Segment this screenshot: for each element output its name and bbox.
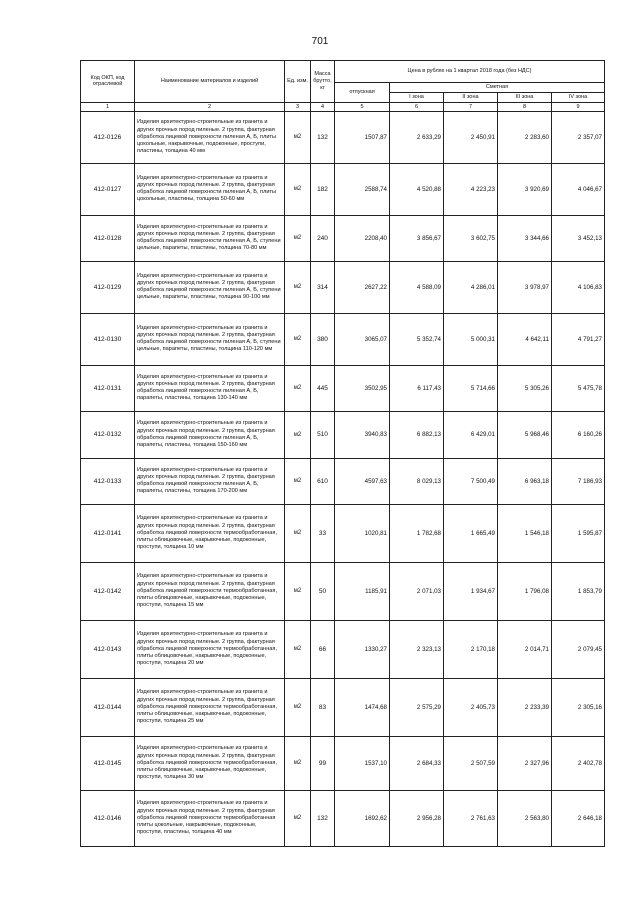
row-mass: 83 [311, 678, 335, 736]
row-zone-2-price: 2 761,63 [444, 790, 498, 846]
price-table [80, 60, 605, 847]
row-zone-2-price: 2 170,18 [444, 620, 498, 678]
table-row [81, 111, 605, 163]
row-name: Изделия архитектурно-строительные из гранита и других прочных пород пиленые. 2 группа, фактурная обработка лицевой поверхности пиленая А, Б, плиты цокольные, пластины, толщина 50-60 мм [135, 163, 285, 215]
row-zone-2-price: 4 223,23 [444, 163, 498, 215]
row-zone-3-price: 3 344,66 [498, 215, 552, 261]
row-mass: 510 [311, 411, 335, 458]
row-release-price: 1692,62 [335, 790, 390, 846]
row-unit: м2 [285, 261, 311, 313]
row-zone-1-price: 2 575,29 [390, 678, 444, 736]
row-zone-2-price: 1 665,49 [444, 504, 498, 562]
row-mass: 314 [311, 261, 335, 313]
row-zone-1-price: 6 117,43 [390, 365, 444, 411]
row-code: 412-0132 [81, 411, 135, 458]
header-release: отпускная [335, 83, 390, 103]
row-code: 412-0145 [81, 736, 135, 790]
row-zone-4-price: 2 079,45 [552, 620, 605, 678]
row-unit: м2 [285, 313, 311, 365]
row-mass: 33 [311, 504, 335, 562]
row-mass: 610 [311, 458, 335, 504]
row-name: Изделия архитектурно-строительные из гранита и других прочных пород пиленые. 2 группа, фактурная обработка лицевой поверхности термообработанная, плиты облицовочные, накрывочные, подоконные, проступи, толщина 25 мм [135, 678, 285, 736]
col-number: 1 [81, 102, 135, 111]
row-zone-4-price: 2 646,18 [552, 790, 605, 846]
row-zone-2-price: 3 602,75 [444, 215, 498, 261]
row-mass: 182 [311, 163, 335, 215]
row-mass: 99 [311, 736, 335, 790]
row-name: Изделия архитектурно-строительные из гранита и других прочных пород пиленые. 2 группа, фактурная обработка лицевой поверхности пиленая А, Б, ступени цельные, парапеты, пластины, толщина 90-100 мм [135, 261, 285, 313]
row-release-price: 3502,95 [335, 365, 390, 411]
row-unit: м2 [285, 504, 311, 562]
row-zone-4-price: 2 402,78 [552, 736, 605, 790]
table-row [81, 261, 605, 313]
row-release-price: 2208,40 [335, 215, 390, 261]
row-unit: м2 [285, 562, 311, 620]
row-zone-3-price: 2 283,60 [498, 111, 552, 163]
col-number: 3 [285, 102, 311, 111]
row-zone-1-price: 1 782,68 [390, 504, 444, 562]
row-zone-4-price: 4 106,83 [552, 261, 605, 313]
row-zone-3-price: 5 305,26 [498, 365, 552, 411]
row-zone-1-price: 3 856,67 [390, 215, 444, 261]
row-zone-3-price: 4 642,11 [498, 313, 552, 365]
row-release-price: 4597,63 [335, 458, 390, 504]
row-zone-3-price: 5 968,46 [498, 411, 552, 458]
row-code: 412-0129 [81, 261, 135, 313]
row-release-price: 1474,68 [335, 678, 390, 736]
header-unit: Ед. изм. [285, 61, 311, 103]
row-release-price: 1330,27 [335, 620, 390, 678]
row-code: 412-0146 [81, 790, 135, 846]
row-name: Изделия архитектурно-строительные из гранита и других прочных пород пиленые. 2 группа, фактурная обработка лицевой поверхности термообработанная, плиты облицовочные, накрывочные, подоконные, проступи, толщина 30 мм [135, 736, 285, 790]
row-zone-1-price: 5 352,74 [390, 313, 444, 365]
row-zone-4-price: 2 305,16 [552, 678, 605, 736]
row-mass: 445 [311, 365, 335, 411]
row-zone-3-price: 2 327,96 [498, 736, 552, 790]
table-row [81, 790, 605, 846]
row-name: Изделия архитектурно-строительные из гранита и других прочных пород пиленые. 2 группа, фактурная обработка лицевой поверхности термообработанная, плиты облицовочные, накрывочные, подоконные, проступи, толщина 15 мм [135, 562, 285, 620]
row-zone-1-price: 4 520,88 [390, 163, 444, 215]
row-name: Изделия архитектурно-строительные из гранита и других прочных пород пиленые. 2 группа, фактурная обработка лицевой поверхности термообработанная, плиты облицовочные, накрывочные, подоконные, проступи, толщина 20 мм [135, 620, 285, 678]
row-zone-1-price: 2 323,13 [390, 620, 444, 678]
row-zone-2-price: 2 507,59 [444, 736, 498, 790]
row-zone-3-price: 2 233,39 [498, 678, 552, 736]
table-row [81, 215, 605, 261]
table-body [81, 111, 605, 846]
row-code: 412-0126 [81, 111, 135, 163]
row-code: 412-0141 [81, 504, 135, 562]
col-number: 8 [498, 102, 552, 111]
row-name: Изделия архитектурно-строительные из гранита и других прочных пород пиленые. 2 группа, фактурная обработка лицевой поверхности пиленая А, Б, ступени цельные, парапеты, пластины, толщина 110-120 мм [135, 313, 285, 365]
table-row [81, 163, 605, 215]
col-number: 7 [444, 102, 498, 111]
row-zone-4-price: 4 791,27 [552, 313, 605, 365]
row-zone-4-price: 3 452,13 [552, 215, 605, 261]
row-name: Изделия архитектурно-строительные из гранита и других прочных пород пиленые. 2 группа, фактурная обработка лицевой поверхности термообработанная, плиты облицовочные, накрывочные, подоконные, проступи, толщина 10 мм [135, 504, 285, 562]
row-code: 412-0144 [81, 678, 135, 736]
row-mass: 50 [311, 562, 335, 620]
row-unit: м2 [285, 620, 311, 678]
row-release-price: 3065,07 [335, 313, 390, 365]
row-zone-1-price: 2 071,03 [390, 562, 444, 620]
table-row [81, 562, 605, 620]
row-zone-2-price: 2 405,73 [444, 678, 498, 736]
row-zone-2-price: 5 000,31 [444, 313, 498, 365]
page-number: 701 [311, 36, 329, 47]
row-zone-1-price: 2 956,28 [390, 790, 444, 846]
col-number: 5 [335, 102, 390, 111]
row-code: 412-0143 [81, 620, 135, 678]
row-zone-3-price: 3 920,69 [498, 163, 552, 215]
table-row [81, 678, 605, 736]
table-row [81, 504, 605, 562]
header-price-group: Цена в рублях на 1 квартал 2018 года (без НДС) [335, 61, 605, 83]
row-zone-3-price: 3 978,97 [498, 261, 552, 313]
table-row [81, 620, 605, 678]
table-row [81, 313, 605, 365]
row-mass: 66 [311, 620, 335, 678]
row-unit: м2 [285, 163, 311, 215]
row-zone-4-price: 6 160,26 [552, 411, 605, 458]
table-row [81, 411, 605, 458]
row-mass: 132 [311, 790, 335, 846]
row-unit: м2 [285, 215, 311, 261]
row-release-price: 1537,10 [335, 736, 390, 790]
row-release-price: 2588,74 [335, 163, 390, 215]
row-release-price: 3940,83 [335, 411, 390, 458]
col-number: 2 [135, 102, 285, 111]
row-zone-1-price: 4 588,09 [390, 261, 444, 313]
row-zone-4-price: 1 853,79 [552, 562, 605, 620]
header-code: Код ОКП, код отраслевой [81, 61, 135, 103]
row-code: 412-0131 [81, 365, 135, 411]
row-zone-2-price: 7 500,49 [444, 458, 498, 504]
row-name: Изделия архитектурно-строительные из гранита и других прочных пород пиленые. 2 группа, фактурная обработка лицевой поверхности пиленая А, Б, парапеты, пластины, толщина 150-160 мм [135, 411, 285, 458]
table-row [81, 458, 605, 504]
row-code: 412-0127 [81, 163, 135, 215]
header-zone-3: III зона [498, 92, 552, 102]
row-code: 412-0133 [81, 458, 135, 504]
row-zone-4-price: 2 357,07 [552, 111, 605, 163]
row-zone-2-price: 4 286,01 [444, 261, 498, 313]
col-number: 9 [552, 102, 605, 111]
header-zone-1: I зона [390, 92, 444, 102]
row-name: Изделия архитектурно-строительные из гранита и других прочных пород пиленые. 2 группа, фактурная обработка лицевой поверхности термообработанная плиты цокольные, накрывочные, подоконные, проступи, пластины, толщина 40 мм [135, 790, 285, 846]
row-unit: м2 [285, 111, 311, 163]
row-unit: м2 [285, 678, 311, 736]
row-zone-1-price: 6 882,13 [390, 411, 444, 458]
row-name: Изделия архитектурно-строительные из гранита и других прочных пород пиленые. 2 группа, фактурная обработка лицевой поверхности пиленая А, Б, ступени цельные, парапеты, пластины, толщина 70-80 мм [135, 215, 285, 261]
header-mass: Масса брутто, кг [311, 61, 335, 103]
row-mass: 380 [311, 313, 335, 365]
row-unit: м2 [285, 411, 311, 458]
row-release-price: 1507,87 [335, 111, 390, 163]
row-name: Изделия архитектурно-строительные из гранита и других прочных пород пиленые. 2 группа, фактурная обработка лицевой поверхности пиленая А, Б, парапеты, пластины, толщина 170-200 мм [135, 458, 285, 504]
row-zone-3-price: 1 796,08 [498, 562, 552, 620]
row-zone-1-price: 2 633,29 [390, 111, 444, 163]
row-zone-4-price: 4 046,67 [552, 163, 605, 215]
row-zone-2-price: 5 714,66 [444, 365, 498, 411]
row-release-price: 2627,22 [335, 261, 390, 313]
row-unit: м2 [285, 365, 311, 411]
row-zone-4-price: 5 475,78 [552, 365, 605, 411]
row-zone-1-price: 2 684,33 [390, 736, 444, 790]
row-mass: 240 [311, 215, 335, 261]
row-zone-3-price: 2 563,80 [498, 790, 552, 846]
row-zone-3-price: 1 546,18 [498, 504, 552, 562]
row-code: 412-0130 [81, 313, 135, 365]
row-zone-1-price: 8 029,13 [390, 458, 444, 504]
col-number: 4 [311, 102, 335, 111]
header-zone-2: II зона [444, 92, 498, 102]
row-mass: 132 [311, 111, 335, 163]
row-zone-4-price: 1 595,87 [552, 504, 605, 562]
header-estimate: Сметная [390, 83, 605, 93]
row-name: Изделия архитектурно-строительные из гранита и других прочных пород пиленые. 2 группа, фактурная обработка лицевой поверхности пиленая А, Б, парапеты, пластины, толщина 130-140 мм [135, 365, 285, 411]
row-release-price: 1020,81 [335, 504, 390, 562]
row-zone-4-price: 7 186,93 [552, 458, 605, 504]
row-unit: м2 [285, 458, 311, 504]
table-row [81, 736, 605, 790]
row-unit: м2 [285, 790, 311, 846]
row-zone-2-price: 6 429,01 [444, 411, 498, 458]
row-zone-3-price: 2 014,71 [498, 620, 552, 678]
header-name: Наименование материалов и изделий [135, 61, 285, 103]
row-zone-2-price: 2 450,91 [444, 111, 498, 163]
row-name: Изделия архитектурно-строительные из гранита и других прочных пород пиленые. 2 группа, фактурная обработка лицевой поверхности пиленая А, Б, плиты цокольные, накрывочные, подоконные, проступи, пластины, толщина 40 мм [135, 111, 285, 163]
table-row [81, 365, 605, 411]
row-zone-3-price: 6 963,18 [498, 458, 552, 504]
header-zone-4: IV зона [552, 92, 605, 102]
row-code: 412-0128 [81, 215, 135, 261]
row-code: 412-0142 [81, 562, 135, 620]
row-release-price: 1185,91 [335, 562, 390, 620]
row-zone-2-price: 1 934,67 [444, 562, 498, 620]
row-unit: м2 [285, 736, 311, 790]
col-number: 6 [390, 102, 444, 111]
